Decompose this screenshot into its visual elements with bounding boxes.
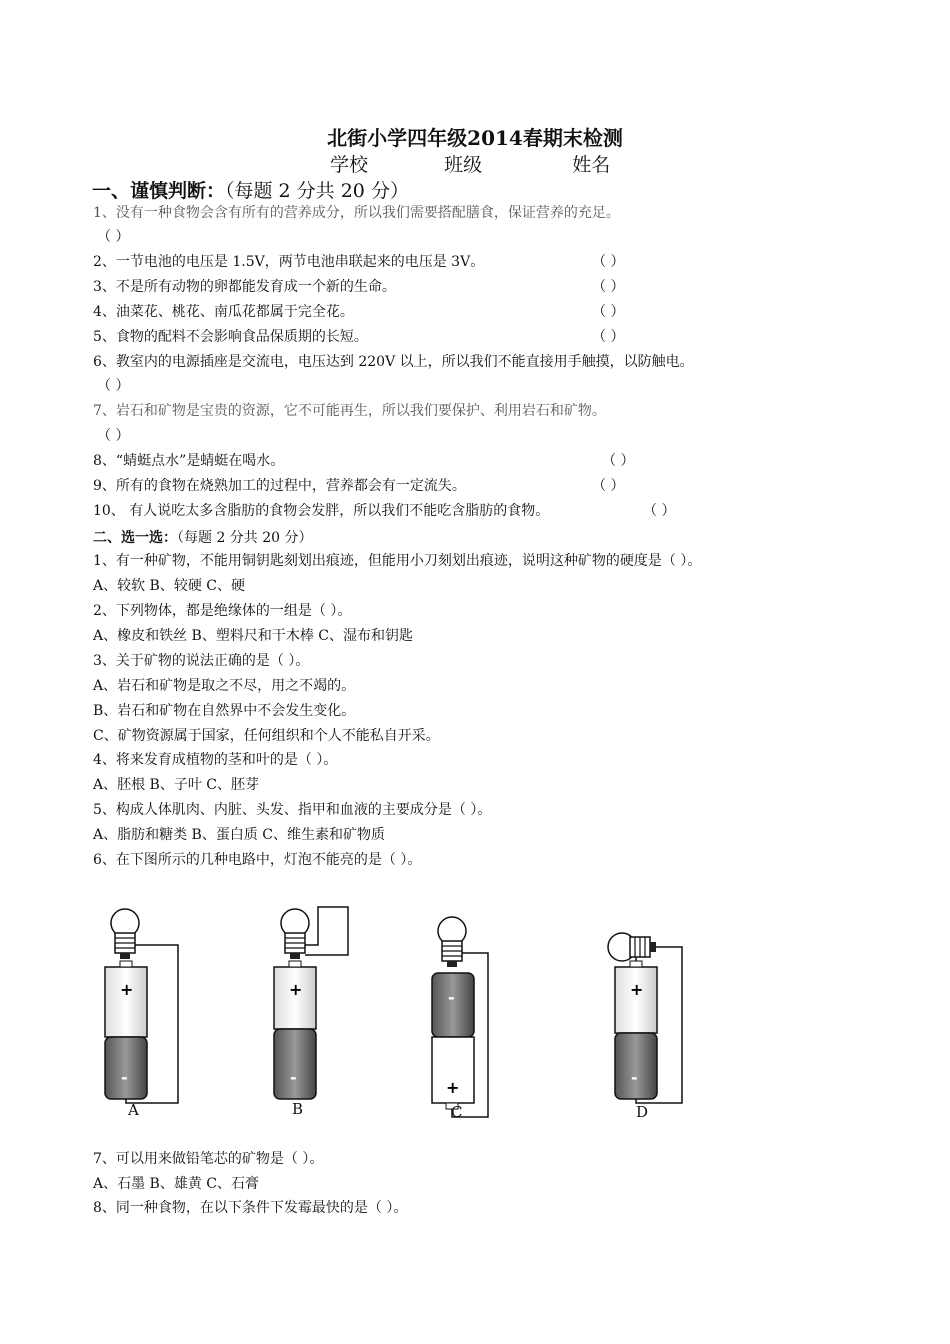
judge-blank-3: （ ） bbox=[592, 279, 625, 295]
school-label: 学校 bbox=[330, 154, 369, 176]
choice-q3: 3、关于矿物的说法正确的是（ ）。 bbox=[93, 653, 310, 669]
svg-text:-: - bbox=[290, 1068, 297, 1087]
class-label: 班级 bbox=[444, 154, 483, 176]
student-info-fields bbox=[330, 150, 610, 177]
choice-q5: 5、构成人体肌肉、内脏、头发、指甲和血液的主要成分是（ ）。 bbox=[93, 802, 492, 818]
choice-q3-option-a: A、岩石和矿物是取之不尽，用之不竭的。 bbox=[93, 678, 356, 694]
figure-label-c: C bbox=[451, 1103, 463, 1121]
svg-text:-: - bbox=[448, 988, 455, 1007]
section2-note: （每题 2 分共 20 分） bbox=[177, 530, 313, 546]
judge-item-1: 1、没有一种食物会含有所有的营养成分，所以我们需要搭配膳食，保证营养的充足。 bbox=[93, 205, 620, 221]
choice-q1: 1、有一种矿物，不能用铜钥匙刻划出痕迹，但能用小刀刻划出痕迹，说明这种矿物的硬度是（ ）。 bbox=[93, 553, 702, 569]
section1-note: （每题 2 分共 20 分） bbox=[225, 180, 409, 202]
choice-q1-options: A、较软 B、较硬 C、硬 bbox=[93, 578, 246, 594]
choice-q3-option-b: B、岩石和矿物在自然界中不会发生变化。 bbox=[93, 703, 356, 719]
choice-q5-options: A、脂肪和糖类 B、蛋白质 C、维生素和矿物质 bbox=[93, 827, 386, 843]
svg-text:-: - bbox=[121, 1068, 128, 1087]
circuit-diagrams bbox=[90, 895, 710, 1135]
svg-text:+: + bbox=[120, 980, 134, 999]
choice-q4-options: A、胚根 B、子叶 C、胚芽 bbox=[93, 777, 260, 793]
judge-blank-7: （ ） bbox=[97, 428, 130, 444]
judge-item-5: 5、食物的配料不会影响食品保质期的长短。 bbox=[93, 329, 368, 345]
section1-heading bbox=[92, 176, 409, 203]
judge-item-9: 9、所有的食物在烧熟加工的过程中，营养都会有一定流失。 bbox=[93, 478, 466, 494]
figure-label-b: B bbox=[292, 1100, 304, 1118]
judge-blank-5: （ ） bbox=[592, 329, 625, 345]
section2-title: 二、选一选： bbox=[93, 530, 177, 546]
circuit-b bbox=[274, 907, 348, 1099]
page-title: 北街小学四年级2014春期末检测 bbox=[327, 126, 623, 150]
svg-text:+: + bbox=[446, 1078, 460, 1097]
name-label: 姓名 bbox=[572, 154, 611, 176]
judge-blank-10: （ ） bbox=[643, 503, 676, 519]
judge-item-4: 4、油菜花、桃花、南瓜花都属于完全花。 bbox=[93, 304, 354, 320]
judge-item-2: 2、一节电池的电压是 1.5V，两节电池串联起来的电压是 3V。 bbox=[93, 254, 485, 270]
section2-heading bbox=[93, 527, 313, 547]
svg-text:+: + bbox=[289, 980, 303, 999]
choice-q4: 4、将来发育成植物的茎和叶的是（ ）。 bbox=[93, 752, 338, 768]
circuit-c bbox=[432, 917, 488, 1117]
circuit-d bbox=[608, 933, 682, 1103]
judge-blank-1: （ ） bbox=[97, 229, 130, 245]
judge-blank-8: （ ） bbox=[602, 453, 635, 469]
judge-item-8: 8、“蜻蜓点水”是蜻蜓在喝水。 bbox=[93, 453, 285, 469]
judge-item-7: 7、岩石和矿物是宝贵的资源，它不可能再生，所以我们要保护、利用岩石和矿物。 bbox=[93, 403, 606, 419]
judge-blank-6: （ ） bbox=[97, 378, 130, 394]
judge-blank-2: （ ） bbox=[592, 254, 625, 270]
choice-q3-option-c: C、矿物资源属于国家，任何组织和个人不能私自开采。 bbox=[93, 728, 440, 744]
circuit-a bbox=[105, 909, 178, 1103]
section1-title: 一、谨慎判断： bbox=[92, 180, 226, 202]
figure-label-d: D bbox=[636, 1103, 649, 1121]
choice-q7: 7、可以用来做铅笔芯的矿物是（ ）。 bbox=[93, 1151, 324, 1167]
choice-q7-options: A、石墨 B、雄黄 C、石膏 bbox=[93, 1176, 260, 1192]
figure-label-a: A bbox=[128, 1101, 139, 1119]
choice-q2: 2、下列物体，都是绝缘体的一组是（ ）。 bbox=[93, 603, 352, 619]
choice-q6: 6、在下图所示的几种电路中，灯泡不能亮的是（ ）。 bbox=[93, 852, 422, 868]
judge-item-10: 10、 有人说吃太多含脂肪的食物会发胖，所以我们不能吃含脂肪的食物。 bbox=[93, 503, 550, 519]
svg-text:-: - bbox=[631, 1068, 638, 1087]
judge-item-6: 6、教室内的电源插座是交流电，电压达到 220V 以上，所以我们不能直接用手触摸，以防触电。 bbox=[93, 354, 694, 370]
judge-blank-9: （ ） bbox=[592, 478, 625, 494]
choice-q2-options: A、橡皮和铁丝 B、塑料尺和干木棒 C、湿布和钥匙 bbox=[93, 628, 414, 644]
choice-q8: 8、同一种食物，在以下条件下发霉最快的是（ ）。 bbox=[93, 1200, 408, 1216]
judge-blank-4: （ ） bbox=[592, 304, 625, 320]
svg-text:+: + bbox=[630, 980, 644, 999]
circuit-diagram-figure bbox=[90, 895, 710, 1135]
judge-item-3: 3、不是所有动物的卵都能发育成一个新的生命。 bbox=[93, 279, 396, 295]
